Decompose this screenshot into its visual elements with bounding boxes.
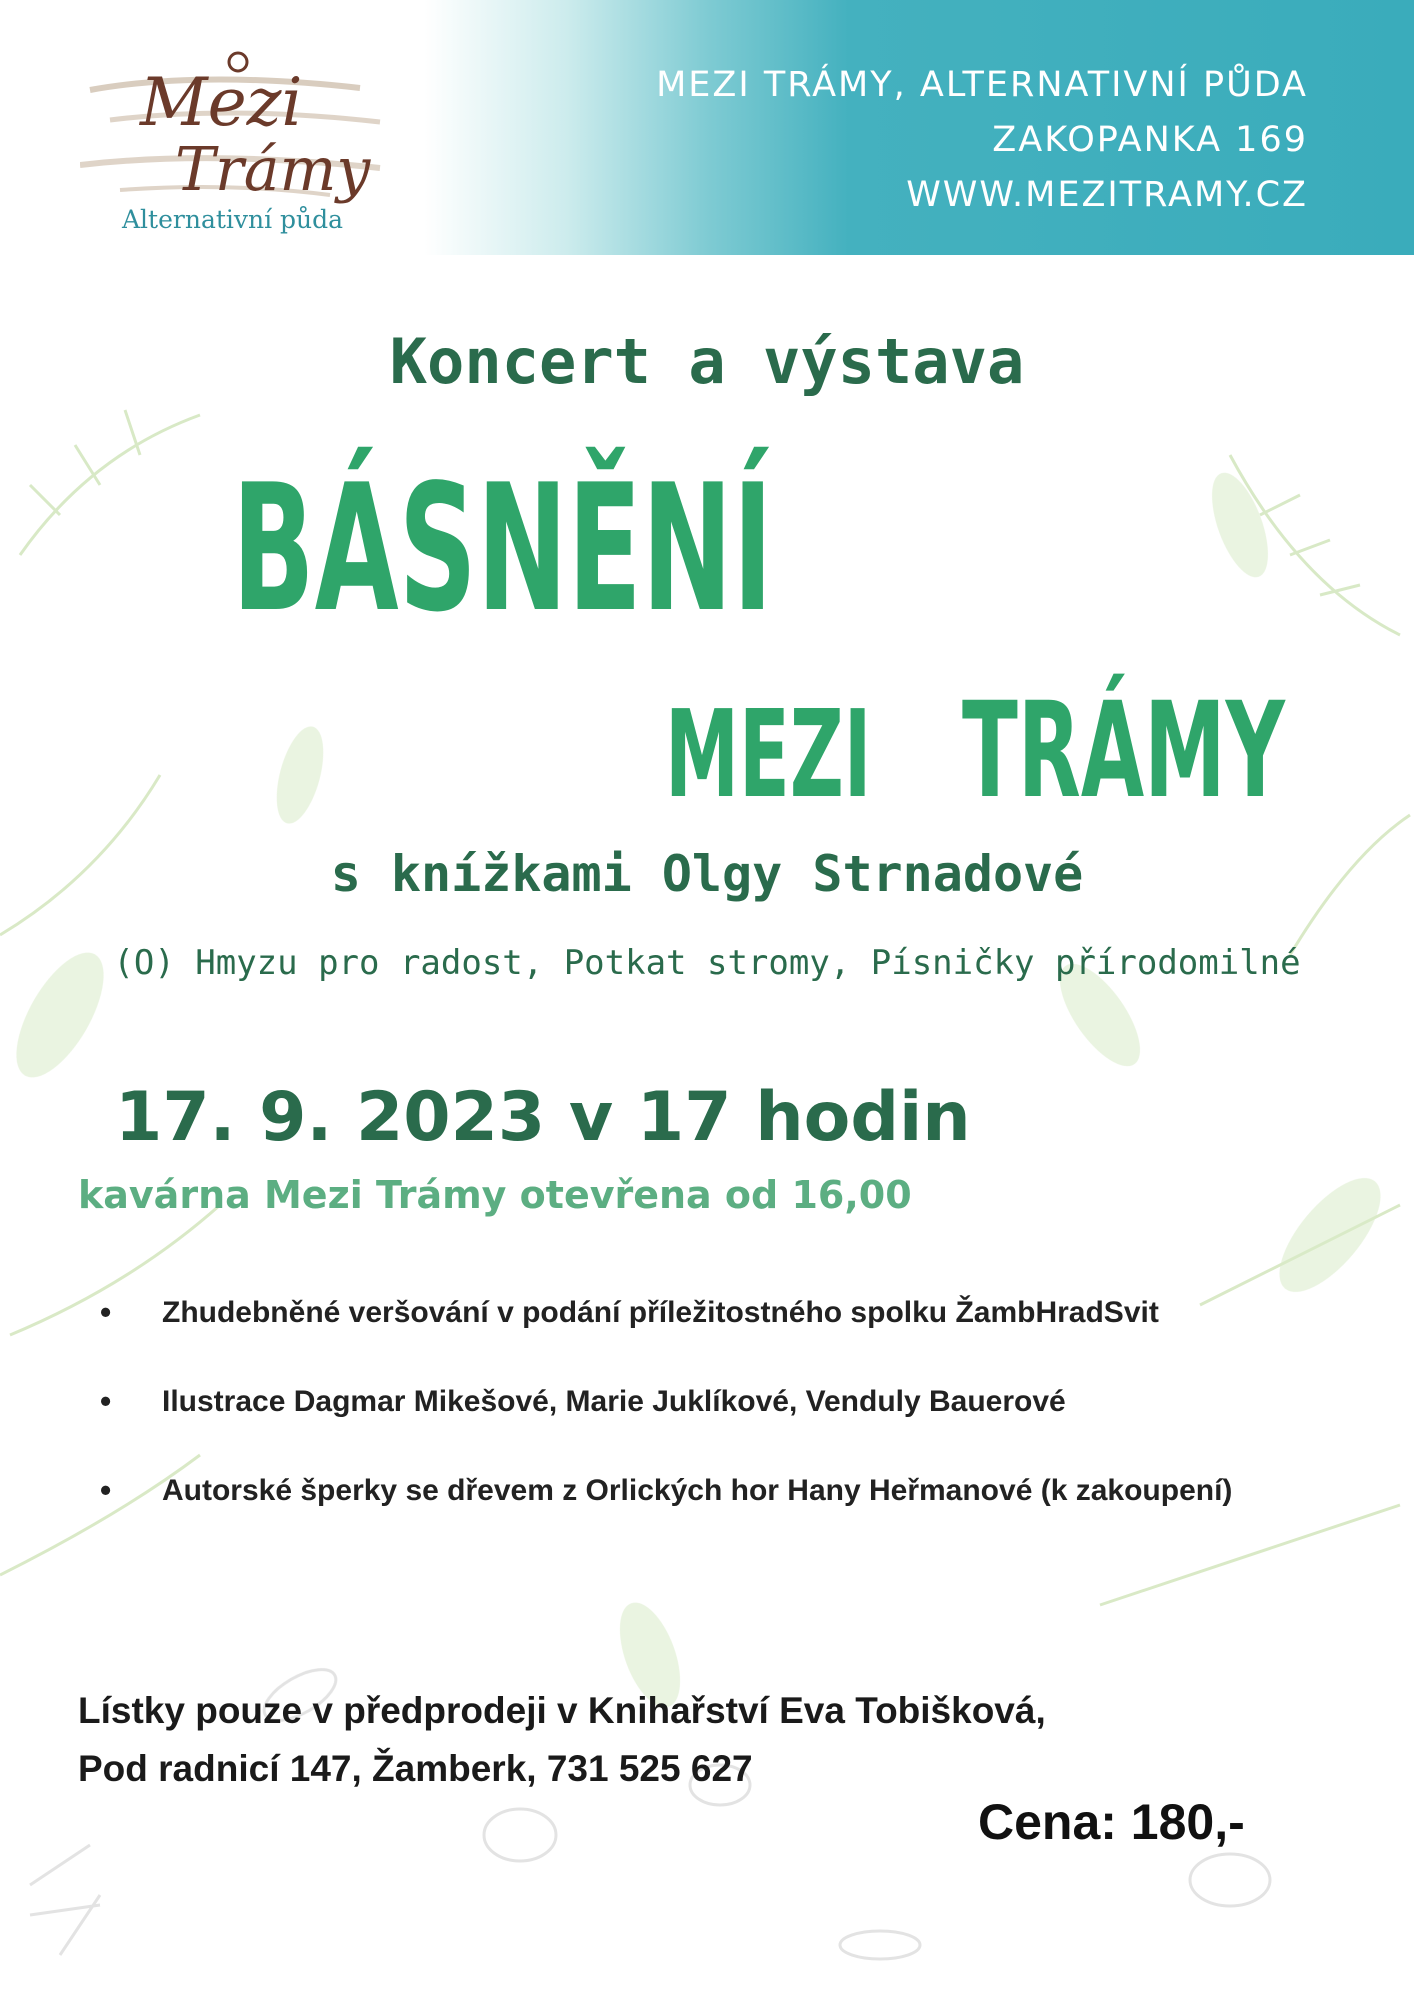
program-list bbox=[100, 1296, 1400, 1563]
stamp-title-mezi: MEZI bbox=[665, 686, 872, 825]
venue-address: ZAKOPANKA 169 bbox=[992, 120, 1308, 160]
stamp-title-tramy: TRÁMY bbox=[962, 674, 1285, 828]
venue-name: MEZI TRÁMY, ALTERNATIVNÍ PŮDA bbox=[656, 65, 1308, 105]
event-date: 17. 9. 2023 v 17 hodin bbox=[115, 1078, 971, 1157]
book-titles: (O) Hmyzu pro radost, Potkat stromy, Písničky přírodomilné bbox=[113, 943, 1301, 983]
svg-text:Trámy: Trámy bbox=[175, 135, 371, 205]
event-title: Koncert a výstava bbox=[389, 325, 1025, 398]
stamp-title-basneni: BÁSNĚNÍ bbox=[232, 448, 773, 651]
svg-text:Mezi: Mezi bbox=[140, 64, 303, 141]
ticket-price: Cena: 180,- bbox=[978, 1794, 1245, 1850]
cafe-opening: kavárna Mezi Trámy otevřena od 16,00 bbox=[78, 1173, 912, 1217]
logo-subtitle: Alternativní půda bbox=[122, 205, 344, 234]
ticket-info-line: Pod radnicí 147, Žamberk, 731 525 627 bbox=[78, 1748, 753, 1789]
ticket-info-line: Lístky pouze v předprodeji v Knihařství Eva Tobišková, bbox=[78, 1690, 1046, 1731]
list-item: • Ilustrace Dagmar Mikešové, Marie Juklíkové, Venduly Bauerové bbox=[100, 1385, 1400, 1474]
list-item: • Autorské šperky se dřevem z Orlických hor Hany Heřmanové (k zakoupení) bbox=[100, 1474, 1400, 1563]
event-subtitle: s knížkami Olgy Strnadové bbox=[330, 845, 1084, 903]
list-item: • Zhudebněné veršování v podání příležitostného spolku ŽambHradSvit bbox=[100, 1296, 1400, 1385]
header-banner bbox=[0, 0, 1414, 255]
venue-website[interactable]: WWW.MEZITRAMY.CZ bbox=[906, 175, 1308, 215]
ticket-info bbox=[78, 1682, 1046, 1798]
